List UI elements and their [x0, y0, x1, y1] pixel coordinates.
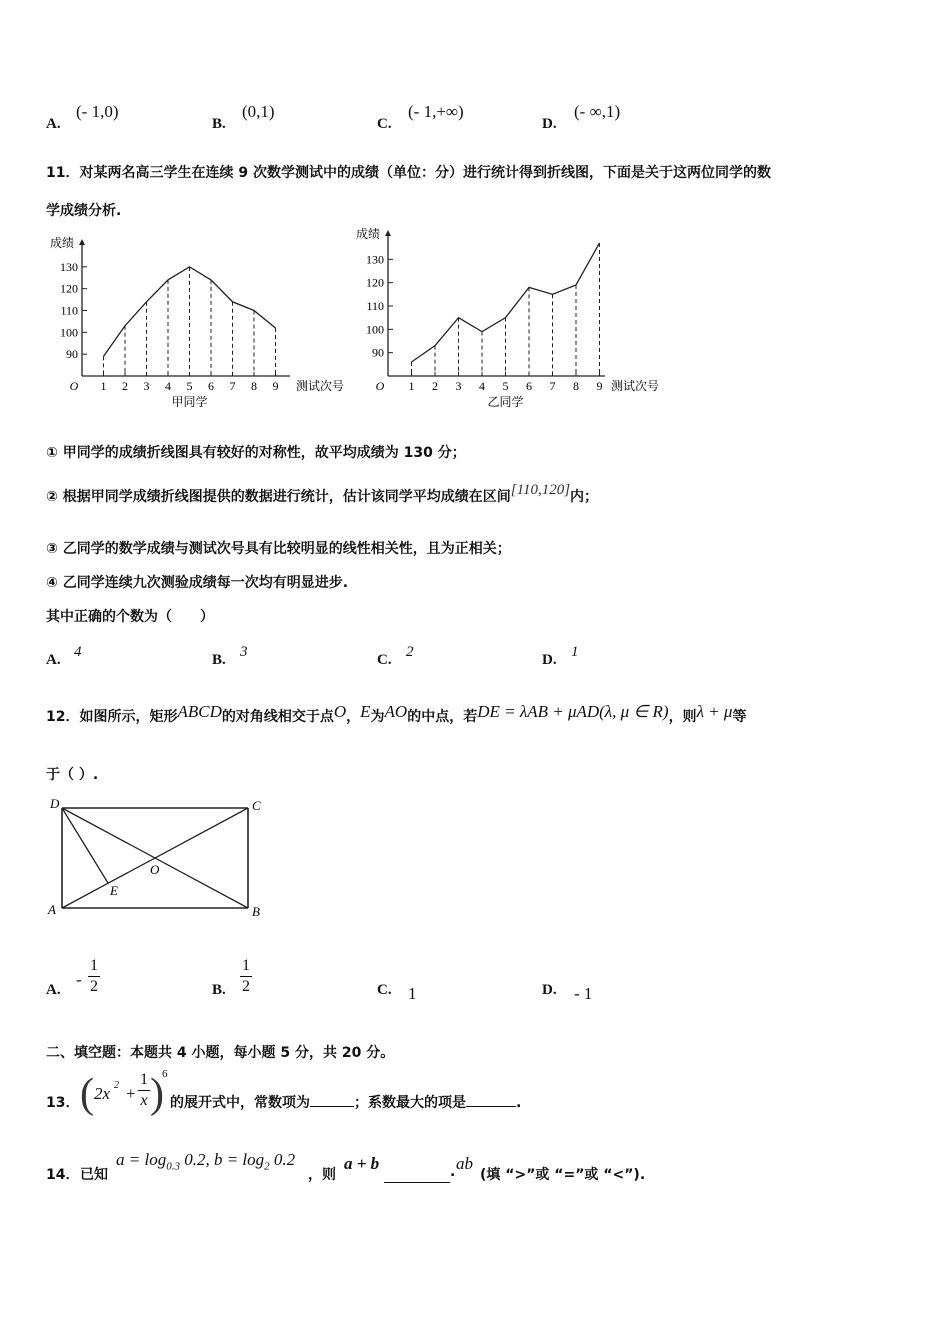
q12-option-a-num: 1 — [88, 956, 100, 977]
q11-stem-line1 — [46, 162, 771, 182]
x-tick-label: 7 — [549, 379, 556, 393]
q11-question: 其中正确的个数为（ ） — [46, 609, 214, 625]
x-tick-label: 2 — [432, 379, 438, 393]
chart-yi — [350, 228, 680, 415]
origin-label: O — [375, 379, 385, 393]
q12-ao: AO — [384, 702, 408, 721]
q13-text-1: 的展开式中，常数项为 — [170, 1095, 310, 1111]
q10-option-a-value: (- 1,0) — [76, 102, 119, 121]
q11-option-a-value: 4 — [74, 644, 82, 660]
q11-options — [46, 644, 906, 674]
q11-option-d-value: 1 — [571, 644, 579, 660]
x-tick-label: 3 — [143, 379, 150, 393]
q12-abcd: ABCD — [177, 702, 222, 721]
q14-blank[interactable] — [384, 1164, 450, 1183]
q13-text-3: . — [516, 1095, 522, 1111]
q11-statement-2-interval: [110,120] — [510, 482, 571, 498]
y-tick-label: 110 — [60, 303, 78, 318]
y-tick-label: 90 — [372, 345, 384, 360]
q12-text-4: 为 — [370, 709, 385, 725]
q14-text-2: ，则 — [308, 1167, 336, 1183]
q14-a-arg: 0.2, b = log — [184, 1150, 265, 1169]
q14-a-def: a = log — [116, 1150, 167, 1169]
q13-expr-sup: 2 — [114, 1080, 119, 1091]
q12-option-b-num: 1 — [240, 956, 252, 977]
q13-frac-den: x — [140, 1092, 148, 1109]
section-2-heading: 二、填空题：本题共 4 小题，每小题 5 分，共 20 分。 — [46, 1045, 395, 1061]
x-tick-label: 5 — [186, 379, 193, 393]
q12-formula: DE = λAB + μAD(λ, μ ∈ R) — [477, 702, 669, 721]
q13-text — [170, 1092, 521, 1112]
chart-title: 乙同学 — [487, 395, 524, 409]
q11-number: 11． — [46, 165, 80, 181]
x-tick-label: 8 — [573, 379, 579, 393]
q12-option-a-den: 2 — [90, 978, 98, 995]
q11-option-b-value: 3 — [240, 644, 248, 660]
x-axis-label: 测试次号 — [296, 379, 345, 393]
q12-option-b-label: B. — [212, 982, 226, 998]
origin-label: O — [69, 379, 79, 393]
q12-rectangle-figure — [40, 792, 280, 927]
y-tick-label: 130 — [60, 259, 78, 274]
q12-option-d-value: - 1 — [574, 984, 593, 1003]
y-tick-label: 90 — [66, 347, 78, 362]
q13-number: 13． — [46, 1095, 80, 1111]
y-axis-label: 成绩 — [50, 236, 75, 250]
x-tick-label: 7 — [229, 379, 236, 393]
q11-statement-2-post: 内； — [570, 489, 599, 505]
y-tick-label: 110 — [366, 299, 384, 313]
q12-option-b-den: 2 — [242, 978, 250, 995]
q13-expr-plus: + — [126, 1084, 136, 1103]
q11-option-d-label: D. — [542, 652, 557, 668]
q11-statement-1: ① 甲同学的成绩折线图具有较好的对称性，故平均成绩为 130 分； — [46, 445, 466, 461]
x-tick-label: 5 — [502, 379, 509, 393]
y-tick-label: 100 — [60, 325, 78, 340]
x-tick-label: 6 — [208, 379, 214, 393]
q10-option-a-label: A. — [46, 116, 61, 132]
q13-right-paren: ) — [150, 1071, 164, 1117]
q12-option-a-label: A. — [46, 982, 61, 998]
chart-title: 甲同学 — [171, 395, 208, 409]
q13-blank-1[interactable] — [310, 1106, 354, 1107]
q12-text-3: ， — [346, 709, 361, 725]
q10-option-c-label: C. — [377, 116, 392, 132]
q11-statement-2 — [46, 482, 599, 506]
q10-option-d-value: (- ∞,1) — [574, 102, 621, 121]
q11-option-c-label: C. — [377, 652, 392, 668]
x-tick-label: 8 — [251, 379, 257, 393]
q13-frac-num: 1 — [138, 1070, 150, 1091]
segment-de — [62, 808, 108, 883]
q14-b-base: 2 — [264, 1160, 270, 1173]
q12-option-c-value: 1 — [408, 984, 417, 1003]
q14-number: 14． — [46, 1167, 80, 1183]
x-tick-label: 1 — [408, 379, 415, 393]
x-tick-label: 2 — [122, 379, 128, 393]
y-tick-label: 120 — [60, 281, 78, 296]
x-tick-label: 4 — [479, 379, 485, 393]
q12-sum: λ + μ — [696, 702, 733, 721]
q14-ab: ab — [456, 1154, 473, 1173]
chart-jia — [40, 235, 370, 415]
label-c: C — [252, 798, 261, 813]
x-tick-label: 9 — [596, 379, 603, 393]
q12-text-5: 的中点，若 — [407, 709, 478, 725]
q13-expr-base: 2x — [94, 1084, 111, 1103]
x-tick-label: 4 — [165, 379, 171, 393]
q12-option-d-label: D. — [542, 982, 557, 998]
q10-option-d-label: D. — [542, 116, 557, 132]
y-tick-label: 120 — [366, 275, 384, 290]
series-line — [412, 243, 600, 362]
y-axis-label: 成绩 — [356, 228, 381, 241]
q12-o: O — [333, 702, 347, 721]
label-d: D — [50, 796, 60, 811]
q11-option-c-value: 2 — [406, 644, 414, 660]
q14-line — [46, 1150, 906, 1186]
q12-text-7: 等 — [732, 709, 747, 725]
q14-text-4: (填 “>”或 “=”或 “<”). — [480, 1167, 646, 1183]
q11-stem-line2: 学成绩分析. — [46, 203, 122, 219]
q12-option-a-sign: - — [76, 970, 82, 989]
q12-option-b-fraction — [240, 956, 252, 997]
q13-text-2: ；系数最大的项是 — [354, 1095, 466, 1111]
q12-text-1: 如图所示，矩形 — [79, 709, 178, 725]
q12-text-2: 的对角线相交于点 — [221, 709, 334, 725]
x-tick-label: 3 — [455, 379, 462, 393]
q10-option-b-label: B. — [212, 116, 226, 132]
q12-options — [46, 956, 906, 1006]
q13-line — [46, 1068, 906, 1124]
q12-option-c-label: C. — [377, 982, 392, 998]
q11-stem-text: 对某两名高三学生在连续 9 次数学测试中的成绩（单位：分）进行统计得到折线图，下面是关于这两位同学的数 — [79, 165, 771, 181]
q14-b-arg: 0.2 — [273, 1150, 296, 1169]
label-e: E — [110, 883, 118, 898]
y-axis-arrow — [79, 239, 85, 245]
q14-a-base: 0.3 — [166, 1160, 180, 1173]
q11-statement-2-pre: ② 根据甲同学成绩折线图提供的数据进行统计，估计该同学平均成绩在区间 — [46, 489, 511, 505]
q14-text-1: 已知 — [80, 1167, 108, 1183]
q14-a-plus-b: a + b — [344, 1154, 380, 1173]
label-b: B — [252, 904, 260, 919]
q11-statement-3: ③ 乙同学的数学成绩与测试次号具有比较明显的线性相关性，且为正相关； — [46, 541, 511, 557]
q11-option-a-label: A. — [46, 652, 61, 668]
q14-text-3: . — [450, 1164, 456, 1180]
chart-jia-plot — [50, 235, 344, 409]
q13-blank-2[interactable] — [466, 1106, 516, 1107]
y-tick-label: 100 — [366, 322, 384, 337]
q12-number: 12． — [46, 709, 80, 725]
x-axis-label: 测试次号 — [611, 379, 660, 393]
x-tick-label: 1 — [100, 379, 107, 393]
chart-yi-plot — [356, 228, 659, 409]
q13-power: 6 — [162, 1068, 168, 1080]
q14-formula — [116, 1150, 295, 1172]
x-tick-label: 9 — [272, 379, 279, 393]
y-tick-label: 130 — [366, 252, 384, 267]
q12-e: E — [360, 702, 371, 721]
q11-statement-4: ④ 乙同学连续九次测验成绩每一次均有明显进步. — [46, 575, 349, 591]
q13-left-paren: ( — [80, 1071, 94, 1117]
label-a: A — [48, 902, 56, 917]
q10-option-c-value: (- 1,+∞) — [408, 102, 464, 121]
q13-fraction — [138, 1070, 150, 1111]
label-o: O — [150, 862, 160, 877]
q12-option-a-fraction — [88, 956, 100, 997]
q12-stem-line1 — [46, 702, 906, 726]
q12-text-6: ，则 — [668, 709, 697, 725]
q10-options — [46, 100, 906, 136]
q12-stem-line2: 于（ ）. — [46, 767, 99, 783]
q10-option-b-value: (0,1) — [242, 102, 275, 121]
x-tick-label: 6 — [526, 379, 532, 393]
q11-option-b-label: B. — [212, 652, 226, 668]
y-axis-arrow — [385, 230, 391, 236]
